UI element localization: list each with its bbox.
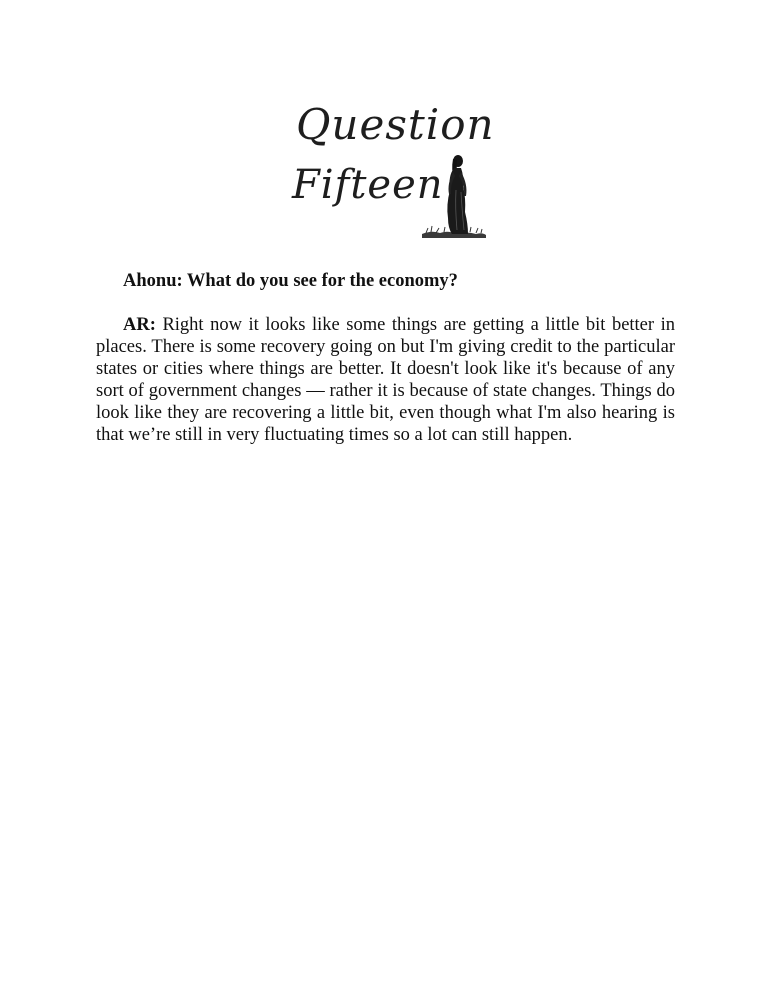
title-line-2: Fifteen xyxy=(292,162,444,208)
interview-question: Ahonu: What do you see for the economy? xyxy=(123,271,458,291)
woman-silhouette-illustration xyxy=(418,150,488,240)
answer-text: Right now it looks like some things are getting a little bit better in places. There is some recovery going on but I'm giving credit to the particular states or cities where things are better. It doesn't look like it's because of any sort of government changes — rather it is because of state changes. Things do look like they are recovering a little bit, even though what I'm also hearing is that we’re still in very fluctuating times so a lot can still happen. xyxy=(96,315,675,445)
title-line-1: Question xyxy=(296,100,495,149)
interview-answer xyxy=(96,314,675,446)
answer-speaker: AR: xyxy=(123,315,156,335)
